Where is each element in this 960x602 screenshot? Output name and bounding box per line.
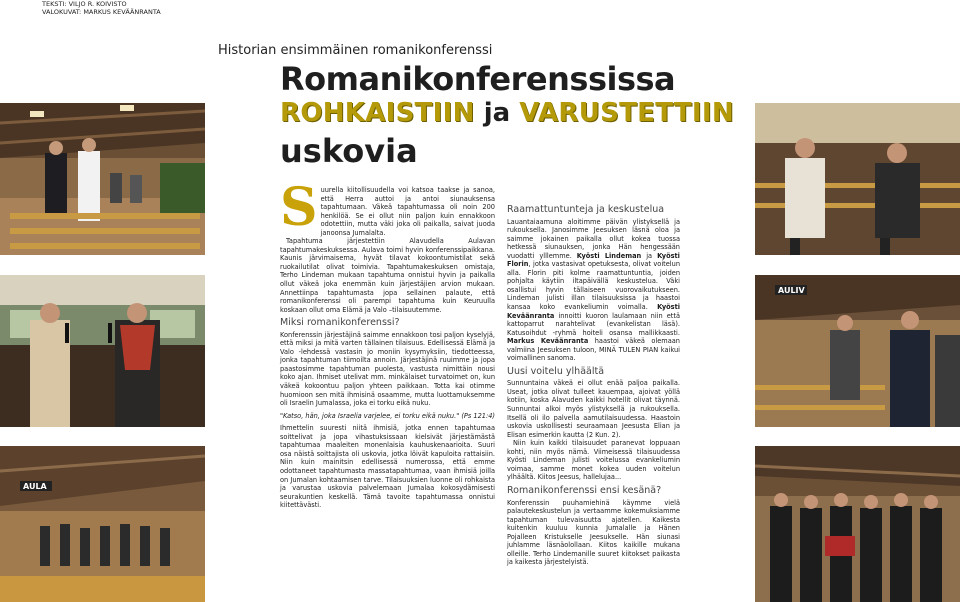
paragraph-3: Konferenssin järjestäjinä saimme ennakkoon tosi paljon kyselyjä, että miksi ja mitä varten tällainen tilaisuus. Edellisessä Elämä ja Valo -lehdessä vastasin jo moniin kysymyksiin, tiedotteessa, jonka tapahtuman tiimoilta annoin. Järjestäjinä ruuimme ja jopa paastosimme tapahtuman puolesta, vastusta nimittäin nousi koko ajan. Ihmiset utelivat mm. minkälaiset turvatoimet on, kun väkeä kokoontuu paljon yhteen paikkaan. Totta kai otimme huomioon sen mitä ihmisinä osaamme, mutta luottamuksemme oli Israelin Jumalassa, joka ei torku eikä nuku. (280, 330, 495, 408)
headline-word-varustettiin: VARUSTETTIIN (519, 98, 734, 128)
photo-worship-crowd (0, 446, 205, 602)
paragraph-2: Tapahtuma järjestettiin Alavudella Aulavan tapahtumakeskuksessa. Aulava toimi hyvin konferenssipaikkana. Kaunis järvimaisema, hyvät tilavat kokoontumistilat sekä ruokailutilat olivat toimivia. Tapahtumakeskuksen omistaja, Terho Lindeman mukaan tapahtuma onnistui hyvin ja paikalla ollut väkeä joka enemmän kuin järjestäjien arvion mukaan. Annettiinpa tapahtumasta jopa sellainen palaute, että romanikonferenssi oli parempi tapahtuma kuin Keuruulla koskaan ollut oma Elämä ja Valo –tilaisuutemme. (280, 237, 495, 314)
intro-text: uurella kiitollisuudella voi katsoa taakse ja sanoa, että Herra auttoi ja antoi siunauksensa tapahtumaan. Väkeä tapahtumassa oli noin 200 henkilöä. Se ei ollut niin paljon kuin ennakkoon odotettiin, mutta väki joka oli paikalla, saivat juoda janoonsa Jumalalta. (320, 186, 495, 237)
headline-line-2 (280, 98, 734, 128)
photo-preacher-crowd (755, 275, 960, 427)
article-column-1 (280, 177, 495, 510)
subheading-uusi-voitelu: Uusi voitelu ylhäältä (507, 365, 605, 377)
credits (42, 0, 161, 16)
article-column-2 (507, 196, 680, 567)
kicker: Historian ensimmäinen romanikonferenssi (218, 43, 493, 58)
paragraph-6: Sunnuntaina väkeä ei ollut enää paljoa paikalla. Useat, jotka olivat tulleet kauempaa, ajoivat yöllä kotiin, koska Alavuden kaikki hotellit olivat täynnä. Sunnuntai alkoi myös ylistyksellä ja rukouksella. Itsellä oli ilo palvella aamutilaisuudessa. Haastoin uskovia uskollisesti seuraamaan Jeesusta Elian ja Elisan esimerkin kautta (2 Kun. 2). (507, 379, 680, 439)
dropcap: S (280, 177, 318, 238)
name-lindeman: Kyösti Lindeman (576, 251, 642, 260)
subheading-raamattu: Raamattuntunteja ja keskustelua (507, 204, 665, 215)
bible-quote: "Katso, hän, joka Israelia varjelee, ei torku eikä nuku." (Ps 121:4) (280, 411, 495, 420)
paragraph-5-rest2: innoitti kuoron laulamaan niin että kattoparrut narahtelivat (evankelistan läsä). Katusoihdut -ryhmä hoiteli osansa mallikkaasti. (507, 311, 680, 337)
name-kyosti-kevaanranta: Kyösti Keväänranta (507, 303, 680, 320)
photo-audience-two-men (755, 103, 960, 255)
paragraph-8: Konferenssin puuhamiehinä käymme vielä palautekeskustelun ja vertaamme kokemuksiamme tapahtuman tulevaisuutta ajatellen. Kaikesta kuitenkin kuuluu kunnia Jumalalle ja Hänen Pojalleen Kristukselle Jeesukselle. Hän siunasi juhlamme läsnäolollaan. Kiitos kaikille mukana olleille. Terho Lindemanille suuret kiitokset paikasta ja kaikesta järjestelyistä. (507, 498, 680, 567)
name-markus-kevaanranta: Markus Keväänranta (507, 337, 589, 346)
headline-word-rohkaistiin: ROHKAISTIIN (280, 98, 475, 128)
paragraph-5-rest: , jotka vastasivat opetuksesta, olivat voitelun alla. Florin piti kolme raamattuntuntia, joiden pohjalta käytiin iltapäivällä keskustelua. Väki osallistui hyvin tällaiseen vuorovaikutukseen. Lindeman julisti illan tilaisuuksissa ja haastoi kansaa koko evankeliumin voimalla. (507, 260, 680, 312)
svg-text:AULA: AULA (23, 482, 47, 491)
headline-connector: ja (483, 98, 511, 128)
paragraph-5-text: Lauantaiaamuna aloitimme päivän ylistyksellä ja rukouksella. Janosimme Jeesuksen läsnä oloa ja saimme jokainen paikalla ollut kokea tuossa hetkessä siunauksen, jonka Hän hengessään vuodatti ylllemme. (507, 217, 680, 260)
subheading-ensi-kesana: Romanikonferenssi ensi kesänä? (507, 484, 662, 496)
paragraph-5 (507, 218, 680, 363)
text-credit: TEKSTI: VILJO R. KOIVISTO (42, 0, 127, 8)
headline-line-3: uskovia (280, 132, 418, 170)
headline-line-1: Romanikonferenssissa (280, 60, 676, 98)
photo-credit: VALOKUVAT: MARKUS KEVÄÄNRANTA (42, 8, 161, 16)
intro-paragraph (280, 177, 495, 238)
svg-text:AULIV: AULIV (778, 286, 805, 295)
photo-two-singers (0, 275, 205, 427)
name-florin: Kyösti Florin (507, 251, 680, 269)
paragraph-5-ja: ja (646, 251, 653, 260)
paragraph-5-rest3: haastoi väkeä olemaan valmiina Jeesuksen tuloon, MINÄ TULEN PIAN kaikui voimallinen sanoma. (507, 337, 680, 363)
photo-hall-interior (0, 103, 205, 255)
paragraph-4: Ihmettelin suuresti niitä ihmisiä, jotka ennen tapahtumaa soittelivat ja jopa vihastuksissaan kielsivät järjestämästä tapahtumaa maaleiten monenlaisia kauhuskenaarioita. Suuri osa näistä soittajista oli uskovia, jotka löivät kapuloita rattaisiin. Niin kuin mainitsin edellisessä numerossa, että emme odottaneet tapahtumasta massatapahtumaa, vaan ihmisiä joilla on Jumalan kohtaamisen tarve. Tilaisuuksien luonne oli rohkaista ja varustaa uskovia palvelemaan Jumalaa kokosydämisesti seurakuntien keskellä. Tämä tavoite tapahtumassa onnistui kiitettävästi. (280, 424, 495, 510)
paragraph-7: Niin kuin kaikki tilaisuudet paranevat loppuaan kohti, niin myös nämä. Viimeisessä tilaisuudessa Kyösti Lindeman julisti voitelussa evankeliumin voimaa, samme monet kokea uuden voitelun ylhäältä. Kiitos Jeesus, hallelujaa... (507, 439, 680, 482)
photo-choir (755, 446, 960, 602)
subheading-miksi: Miksi romanikonferenssi? (280, 317, 400, 329)
